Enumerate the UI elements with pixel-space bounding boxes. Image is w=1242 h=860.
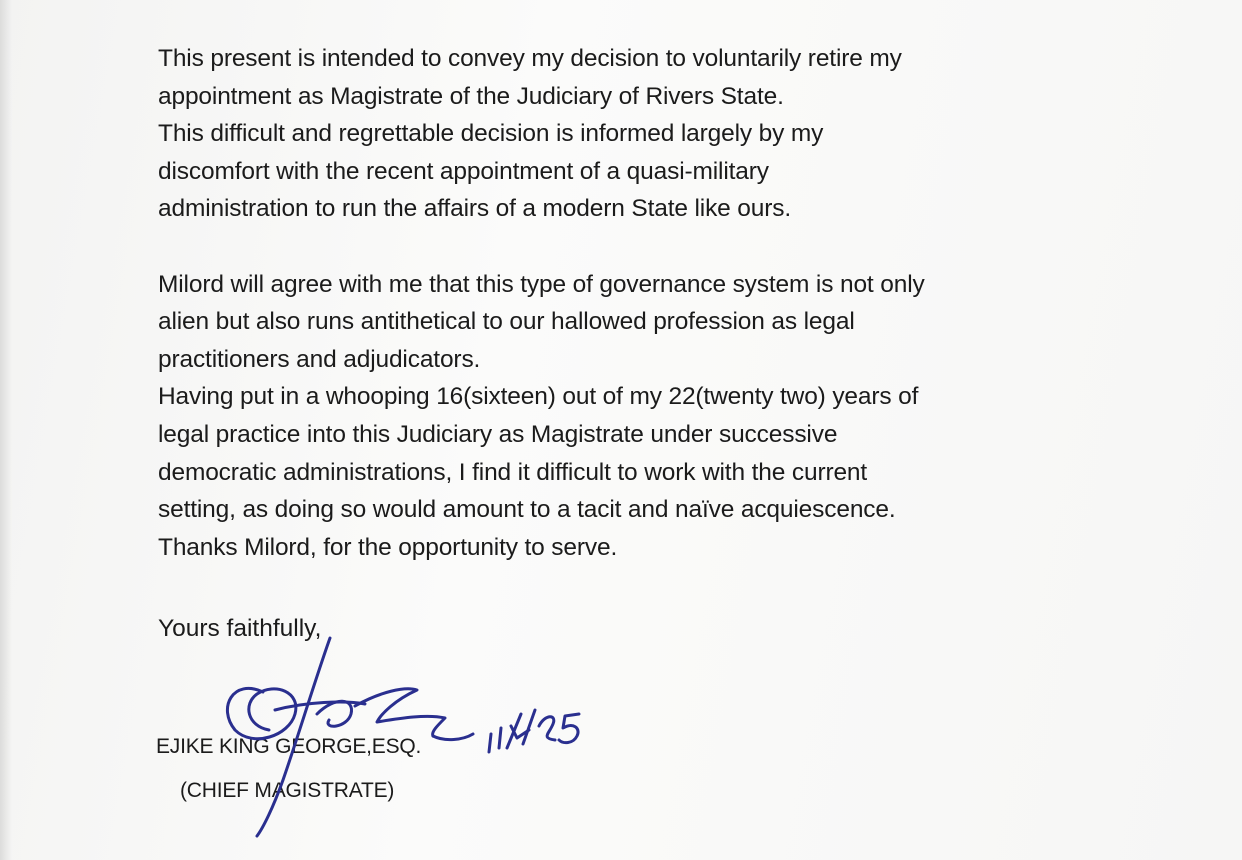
signature-date-stroke <box>523 710 535 744</box>
signature-date-stroke <box>539 717 555 740</box>
signature-stroke <box>433 734 473 740</box>
text-line: alien but also runs antithetical to our hallowed profession as legal <box>158 308 855 336</box>
paragraph-2 <box>158 266 1058 567</box>
paragraph-1 <box>158 40 1058 228</box>
text-line: Milord will agree with me that this type of governance system is not only <box>158 270 925 298</box>
text-line: Having put in a whooping 16(sixteen) out of my 22(twenty two) years of <box>158 383 919 411</box>
text-line: practitioners and adjudicators. <box>158 345 481 373</box>
signatory-name: EJIKE KING GEORGE,ESQ. <box>156 735 422 758</box>
signature-stroke <box>355 689 445 736</box>
text-line: democratic administrations, I find it difficult to work with the current <box>158 458 868 486</box>
text-line: appointment as Magistrate of the Judiciary of Rivers State. <box>158 82 784 110</box>
signature-stroke <box>227 688 295 738</box>
text-line: This difficult and regrettable decision is informed largely by my <box>158 120 824 148</box>
text-line: legal practice into this Judiciary as Magistrate under successive <box>158 420 838 448</box>
signatory-title: (CHIEF MAGISTRATE) <box>180 779 395 802</box>
closing-salutation: Yours faithfully, <box>158 615 322 642</box>
signature-stroke <box>317 701 352 726</box>
text-line: setting, as doing so would amount to a tacit and naïve acquiescence. <box>158 496 896 524</box>
handwritten-signature <box>205 630 625 840</box>
signature-date-stroke <box>559 714 579 743</box>
signature-date-stroke <box>489 728 501 752</box>
page-edge-shadow <box>0 0 12 860</box>
text-line: Thanks Milord, for the opportunity to serve. <box>158 533 618 561</box>
text-line: This present is intended to convey my decision to voluntarily retire my <box>158 45 902 72</box>
text-line: administration to run the affairs of a modern State like ours. <box>158 195 792 223</box>
letter-body <box>158 40 1058 604</box>
text-line: discomfort with the recent appointment of a quasi-military <box>158 157 769 185</box>
